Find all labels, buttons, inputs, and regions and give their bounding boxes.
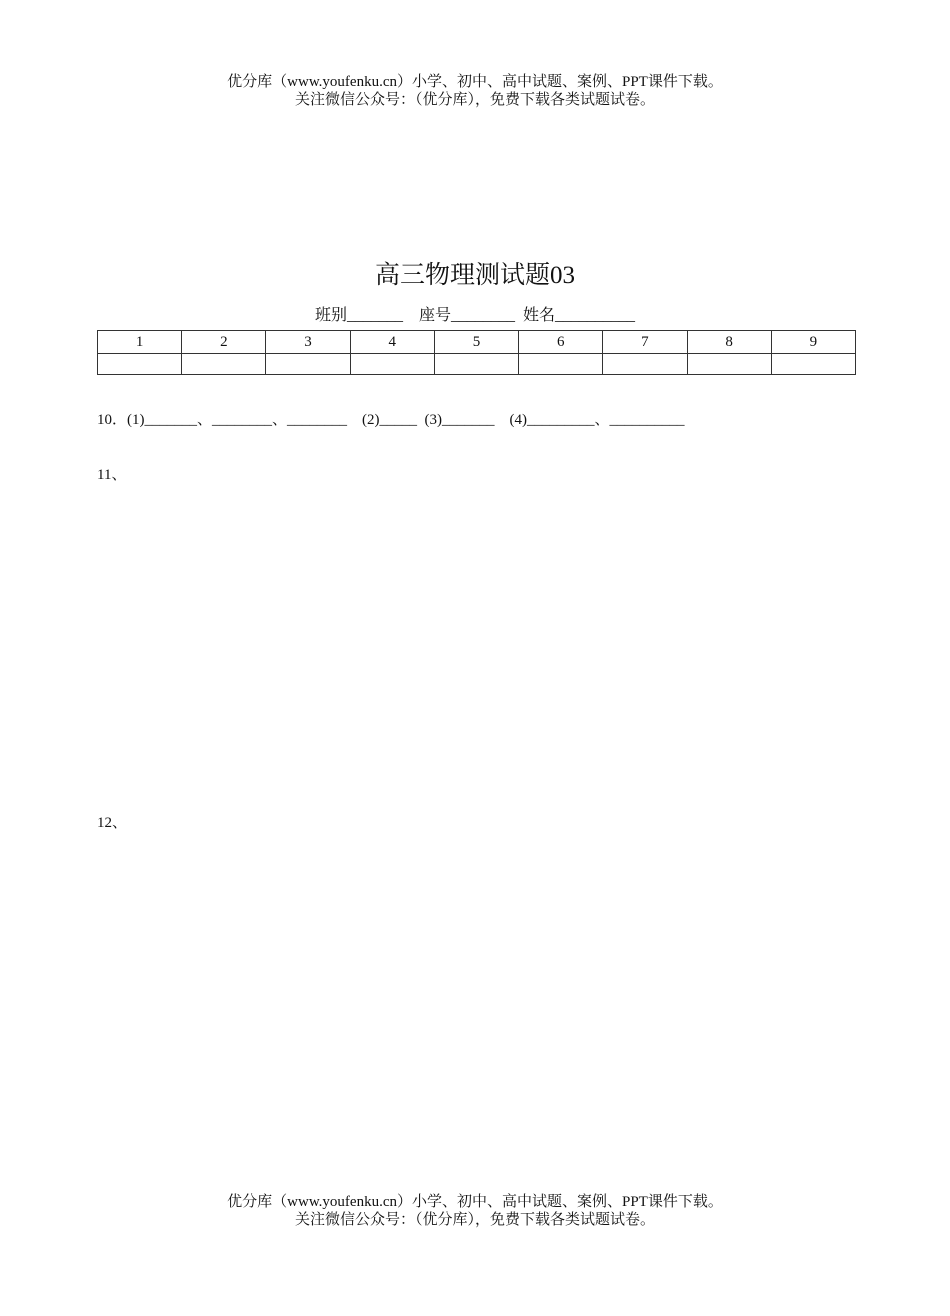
answer-header-8: 8	[687, 331, 771, 354]
answer-cell-7	[603, 354, 687, 375]
answer-table-blank-row	[98, 354, 856, 375]
answer-cell-3	[266, 354, 350, 375]
page-header	[0, 73, 950, 109]
answer-table	[97, 330, 856, 375]
header-line-1: 优分库（www.youfenku.cn）小学、初中、高中试题、案例、PPT课件下载。	[227, 74, 723, 90]
page-title: 高三物理测试题03	[374, 262, 575, 289]
answer-header-1: 1	[98, 331, 182, 354]
question-12: 12、	[97, 815, 128, 831]
answer-header-6: 6	[519, 331, 603, 354]
footer-line-2: 关注微信公众号：（优分库），免费下载各类试题试卷。	[294, 1212, 655, 1228]
answer-cell-4	[350, 354, 434, 375]
answer-cell-5	[434, 354, 518, 375]
answer-header-4: 4	[350, 331, 434, 354]
answer-cell-8	[687, 354, 771, 375]
question-11: 11、	[97, 467, 127, 483]
answer-cell-2	[182, 354, 266, 375]
answer-header-7: 7	[603, 331, 687, 354]
answer-table-header-row	[98, 331, 856, 354]
student-info-line: 班别_______ 座号________ 姓名__________	[314, 307, 635, 324]
answer-header-3: 3	[266, 331, 350, 354]
header-line-2: 关注微信公众号：（优分库），免费下载各类试题试卷。	[294, 92, 655, 108]
answer-header-9: 9	[771, 331, 855, 354]
question-10: 10．(1)_______、________、________ (2)_____ (3)_______ (4)_________、__________	[97, 412, 685, 428]
answer-header-5: 5	[434, 331, 518, 354]
answer-header-2: 2	[182, 331, 266, 354]
page-footer	[0, 1193, 950, 1229]
answer-cell-9	[771, 354, 855, 375]
footer-line-1: 优分库（www.youfenku.cn）小学、初中、高中试题、案例、PPT课件下载。	[227, 1194, 723, 1210]
answer-cell-1	[98, 354, 182, 375]
answer-cell-6	[519, 354, 603, 375]
